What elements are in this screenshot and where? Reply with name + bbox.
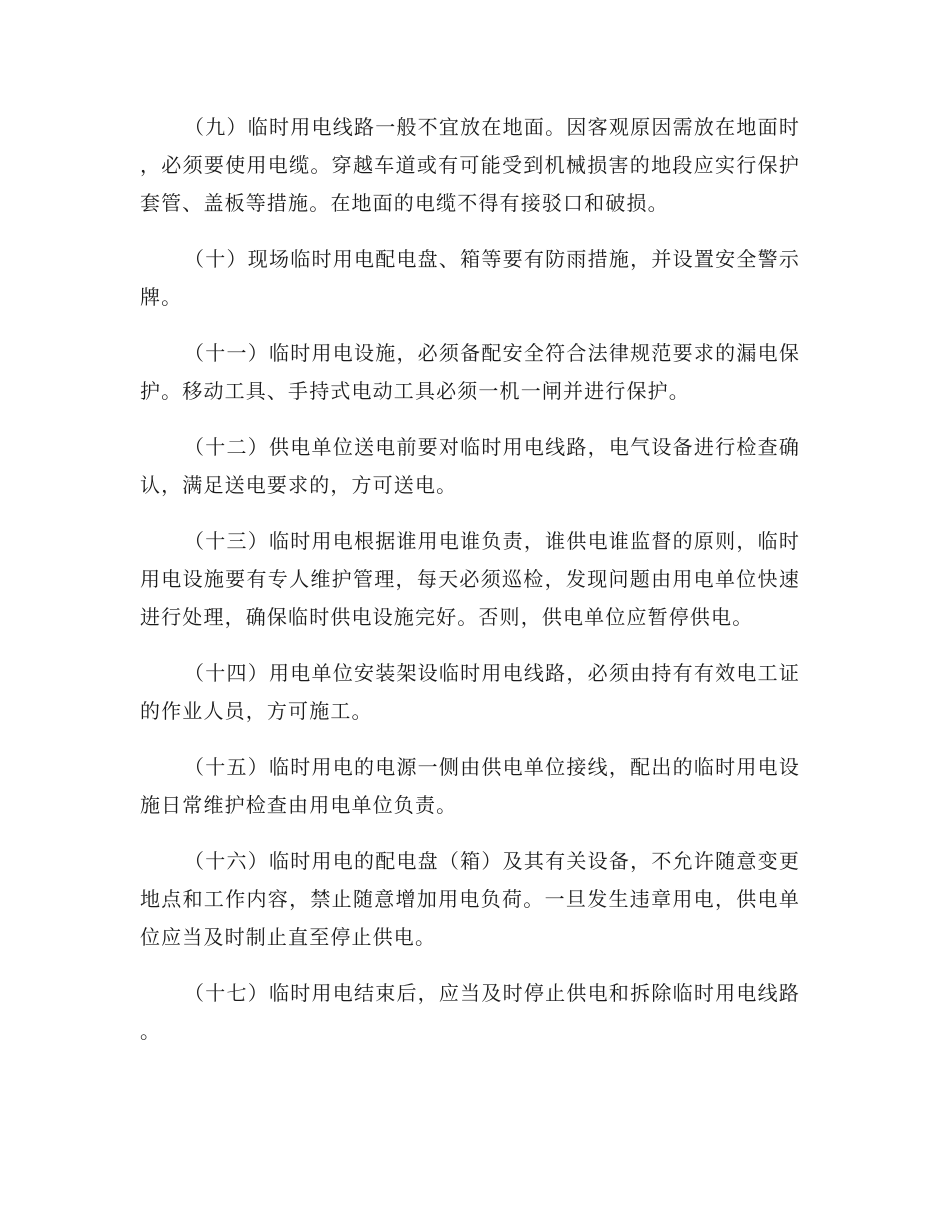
paragraph-item-10: （十）现场临时用电配电盘、箱等要有防雨措施，并设置安全警示牌。 <box>140 247 800 309</box>
paragraph-item-12: （十二）供电单位送电前要对临时用电线路，电气设备进行检查确认，满足送电要求的，方可送电。 <box>140 435 800 497</box>
paragraph-item-17: （十七）临时用电结束后，应当及时停止供电和拆除临时用电线路。 <box>140 981 800 1043</box>
paragraph-item-11: （十一）临时用电设施，必须备配安全符合法律规范要求的漏电保护。移动工具、手持式电动工具必须一机一闸并进行保护。 <box>140 341 800 403</box>
paragraph-item-9: （九）临时用电线路一般不宜放在地面。因客观原因需放在地面时，必须要使用电缆。穿越车道或有可能受到机械损害的地段应实行保护套管、盖板等措施。在地面的电缆不得有接驳口和破损。 <box>140 115 800 215</box>
paragraph-item-13: （十三）临时用电根据谁用电谁负责，谁供电谁监督的原则，临时用电设施要有专人维护管理，每天必须巡检，发现问题由用电单位快速进行处理，确保临时供电设施完好。否则，供电单位应暂停供电。 <box>140 529 800 629</box>
paragraph-item-14: （十四）用电单位安装架设临时用电线路，必须由持有有效电工证的作业人员，方可施工。 <box>140 661 800 723</box>
document-body <box>140 108 800 1068</box>
paragraph-item-16: （十六）临时用电的配电盘（箱）及其有关设备，不允许随意变更地点和工作内容，禁止随意增加用电负荷。一旦发生违章用电，供电单位应当及时制止直至停止供电。 <box>140 849 800 949</box>
paragraph-item-15: （十五）临时用电的电源一侧由供电单位接线，配出的临时用电设施日常维护检查由用电单位负责。 <box>140 755 800 817</box>
